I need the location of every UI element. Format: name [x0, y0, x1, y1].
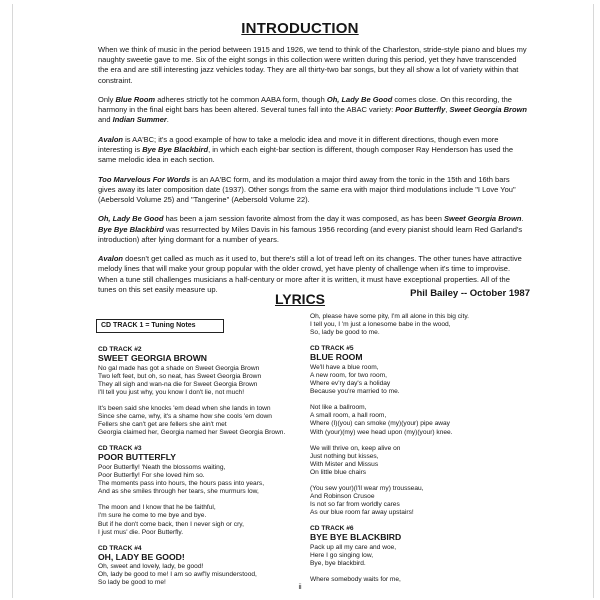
lyric-line: Just nothing but kisses, — [310, 452, 379, 460]
author-signature: Phil Bailey -- October 1987 — [410, 288, 530, 299]
lyric-line: (You sew your)(I'll wear my) trousseau, — [310, 485, 424, 492]
song-title-reference: Indian Summer — [112, 115, 167, 125]
lyric-stanza — [310, 445, 530, 477]
intro-paragraph — [98, 135, 528, 166]
lyric-line: I'm sure he come to me bye and bye. — [98, 512, 207, 520]
intro-text: is an AA'BC form, and its modulation a major third away from the tonic in the 15th and 16th bars gives away its later composition date (1937). Other songs from the same era with major third modulations include "I Love You" (Aebersold Volume 25) and "Tangerine" (Aebersold Volume 22). — [98, 174, 516, 204]
lyric-line: A small room, a hall room, — [310, 412, 387, 420]
lyric-line: So, lady be good to me. — [310, 329, 380, 337]
lyric-stanza — [98, 365, 318, 397]
lyric-line: Bye, bye blackbird. — [310, 560, 366, 568]
song-title-reference: Avalon — [98, 254, 124, 264]
lyric-line: So lady be good to me! — [98, 579, 166, 587]
intro-text: . — [166, 115, 169, 125]
lyrics-left-column — [98, 341, 318, 596]
lyric-stanza — [310, 364, 530, 396]
lyric-line: Pack up all my care and woe, — [310, 543, 397, 551]
song-title-reference: Avalon — [98, 134, 124, 144]
lyric-line: I tell you, I 'm just a lonesome babe in the wood, — [310, 321, 451, 329]
lyric-line: Since she came, why, it's a shame how she cools 'em down — [98, 413, 272, 421]
lyric-line: Oh, please have some pity, I'm all alone in this big city. — [310, 313, 469, 320]
cd-track-label: CD TRACK #6 — [310, 525, 354, 533]
song-title-reference: Blue Room — [115, 95, 156, 104]
intro-paragraph — [98, 175, 528, 206]
song-title: POOR BUTTERFLY — [98, 452, 176, 463]
lyric-line: Because you're married to me. — [310, 388, 400, 396]
lyric-stanza — [98, 405, 318, 437]
lyric-line: As our blue room far away upstairs! — [310, 509, 414, 517]
lyric-line: Is not so far from worldly cares — [310, 501, 400, 509]
lyric-line: Two left feet, but oh, so neat, has Sweet Georgia Brown — [98, 372, 262, 380]
intro-text: doesn't get called as much as it used to, but there's still a lot of tread left on its changes. The other tunes have attractive melody lines that will make your group popular with the older crowd, yet have plenty of challenge when it's time to improvise. When a tune still challenges musicians a half-century or more after it is written, it must have exceptional properties. All of the tunes on this set easily measure up. — [98, 254, 522, 294]
lyric-line: The moments pass into hours, the hours pass into years, — [98, 480, 265, 488]
lyric-line: Here I go singing low, — [310, 552, 374, 560]
lyric-line: We'll have a blue room, — [310, 363, 379, 371]
song-title-reference: Bye Bye Blackbird — [98, 224, 164, 234]
lyric-line: It's been said she knocks 'em dead when she lands in town — [98, 404, 271, 412]
intro-paragraph — [98, 95, 528, 126]
lyric-line: With Mister and Missus — [310, 460, 379, 468]
intro-text: , in which each eight-bar section is different, though composer Ray Henderson has used the same melodic idea in each section. — [98, 145, 514, 165]
intro-text: . — [521, 214, 524, 224]
song-title-reference: Oh, Lady Be Good — [98, 214, 164, 224]
lyric-line: But if he don't come back, then I never sigh or cry, — [98, 520, 244, 528]
song-title: BLUE ROOM — [310, 352, 363, 363]
lyric-line: Where (I)(you) can smoke (my)(your) pipe away — [310, 420, 450, 428]
song-title: OH, LADY BE GOOD! — [98, 551, 185, 562]
introduction-body — [98, 45, 528, 304]
lyric-stanza — [98, 464, 318, 496]
lyric-line: On little blue chairs — [310, 468, 367, 476]
song-title-reference: Poor Butterfly — [395, 105, 446, 115]
song-title: BYE BYE BLACKBIRD — [310, 532, 402, 543]
tuning-notes-track-box: CD TRACK 1 = Tuning Notes — [96, 319, 224, 333]
lyric-line: Poor Butterfly! For she loved him so. — [98, 472, 205, 480]
lyric-line: Oh, lady be good to me! I am so awf'ly misunderstood, — [98, 571, 257, 579]
lyric-line: A new room, for two room, — [310, 371, 387, 379]
lyric-line: Poor Butterfly! 'Neath the blossoms waiting, — [98, 463, 226, 471]
lyric-line: The moon and I know that he be faithful, — [98, 504, 216, 512]
song-title-reference: Sweet Georgia Brown — [443, 214, 522, 224]
lyric-line: I just mus' die. Poor Butterfly. — [98, 528, 184, 536]
intro-text: , — [445, 105, 450, 115]
lyric-line: Georgia claimed her, Georgia named her Sweet Georgia Brown. — [98, 429, 286, 437]
intro-paragraph — [98, 214, 528, 245]
intro-paragraph — [98, 45, 528, 86]
lyric-line: Not like a ballroom, — [310, 404, 367, 412]
lyric-line: We will thrive on, keep alive on — [310, 444, 401, 452]
lyric-line: They all sigh and wan-na die for Sweet Georgia Brown — [98, 380, 258, 388]
song-title-reference: Oh, Lady Be Good — [326, 95, 393, 104]
intro-text: has been a jam session favorite almost from the day it was composed, as has been — [163, 214, 444, 224]
cd-track-label: CD TRACK #5 — [310, 345, 354, 353]
intro-text: Only — [98, 95, 116, 104]
lyrics-right-column — [310, 313, 530, 592]
intro-text: adheres strictly tot he common AABA form, though — [155, 95, 327, 104]
lyric-line: I'll tell you just why, you know I don't lie, not much! — [98, 388, 245, 396]
lyric-line: Oh, sweet and lovely, lady, be good! — [98, 563, 204, 571]
lyric-line: No gal made has got a shade on Sweet Georgia Brown — [98, 364, 260, 372]
page-number: ii — [298, 584, 302, 591]
intro-text: When we think of music in the period between 1915 and 1926, we tend to think of the Charleston, stride-style piano and blues my naughty sweetie gave to me. Six of the eight songs in this collection were written during this period, yet they have transcended the era and are still interesting jazz vehicles today. They are all thirty-two bar songs, but they all show a lot of variety within that constraint. — [98, 45, 527, 85]
lyric-stanza — [310, 485, 530, 517]
song-title-reference: Sweet Georgia Brown — [449, 105, 527, 115]
intro-text: was resurrected by Miles Davis in his famous 1956 recording (and every pianist should learn Red Garland's introduction) after lying dormant for a number of years. — [98, 224, 523, 244]
introduction-heading: INTRODUCTION — [241, 20, 359, 37]
cd-track-label: CD TRACK #3 — [98, 445, 142, 453]
lyric-line: Where ev'ry day's a holiday — [310, 380, 391, 388]
intro-text: and — [98, 115, 113, 125]
lyric-line: And as she smiles through her tears, she murmurs low, — [98, 488, 259, 496]
song-title: SWEET GEORGIA BROWN — [98, 353, 208, 364]
intro-text: is AA'BC; it's a good example of how to take a melodic idea and move it in different directions, though even more interesting is — [98, 134, 499, 154]
cd-track-label: CD TRACK #2 — [98, 346, 142, 353]
lyrics-heading: LYRICS — [274, 291, 326, 307]
lyric-stanza — [310, 313, 530, 337]
song-title-reference: Too Marvelous For Words — [98, 174, 191, 184]
lyric-stanza — [98, 504, 318, 536]
lyric-line: Fellers she can't get are fellers she ain't met — [98, 421, 227, 429]
lyric-stanza — [310, 544, 530, 568]
cd-track-label: CD TRACK #4 — [98, 544, 142, 552]
lyric-stanza — [310, 404, 530, 436]
intro-text: comes close. On this recording, the harmony in the final eight bars has been altered. Several tunes fall into the ABAC variety: — [98, 95, 512, 115]
song-title-reference: Bye Bye Blackbird — [142, 145, 209, 154]
lyric-line: And Robinson Crusoe — [310, 493, 375, 501]
lyric-line: Where somebody waits for me, — [310, 576, 401, 584]
lyric-line: With (your)(my) wee head upon (my)(your) knee. — [310, 428, 453, 436]
